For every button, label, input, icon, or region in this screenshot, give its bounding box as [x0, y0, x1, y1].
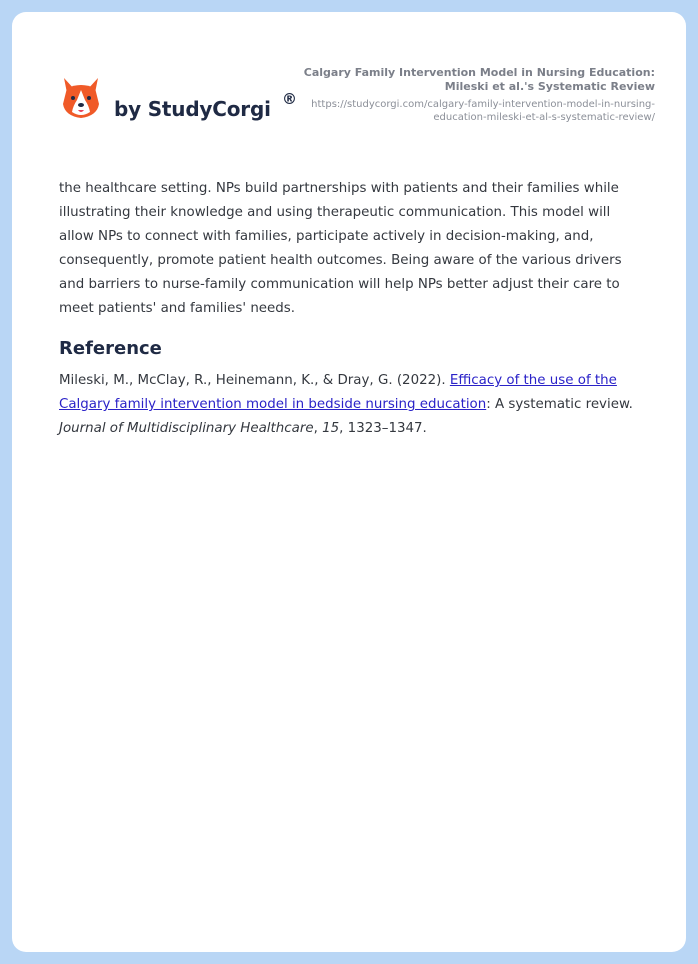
registered-mark: ® — [282, 90, 297, 108]
reference-volume: 15 — [322, 421, 340, 436]
reference-entry — [59, 369, 649, 441]
reference-authors: Mileski, M., McClay, R., Heinemann, K., & Dray, G. (2022). — [59, 373, 450, 388]
document-meta — [295, 66, 655, 124]
document-page — [12, 12, 686, 952]
document-content — [59, 177, 649, 441]
reference-link[interactable]: Efficacy of the use of the Calgary family intervention model in bedside nursing education — [59, 373, 617, 412]
reference-subtitle: : A systematic review. — [486, 397, 633, 412]
document-title: Calgary Family Intervention Model in Nursing Education: Mileski et al.'s Systematic Review — [303, 66, 655, 93]
brand-name: by StudyCorgi — [114, 97, 271, 121]
corgi-icon — [60, 76, 102, 122]
reference-pages: , 1323–1347. — [339, 421, 427, 436]
body-paragraph: the healthcare setting. NPs build partnerships with patients and their families while illustrating their knowledge and using therapeutic communication. This model will allow NPs to connect with families, participate actively in decision-making, and, consequently, promote patient health outcomes. Being aware of the various drivers and barriers to nurse-family communication will help NPs better adjust their care to meet patients' and families' needs. — [59, 181, 622, 316]
document-url[interactable]: https://studycorgi.com/calgary-family-intervention-model-in-nursing-education-mileski-et-al-s-systematic-review/ — [311, 99, 655, 123]
reference-journal: Journal of Multidisciplinary Healthcare — [59, 421, 314, 436]
reference-heading: Reference — [59, 338, 162, 359]
reference-separator: , — [313, 421, 323, 436]
